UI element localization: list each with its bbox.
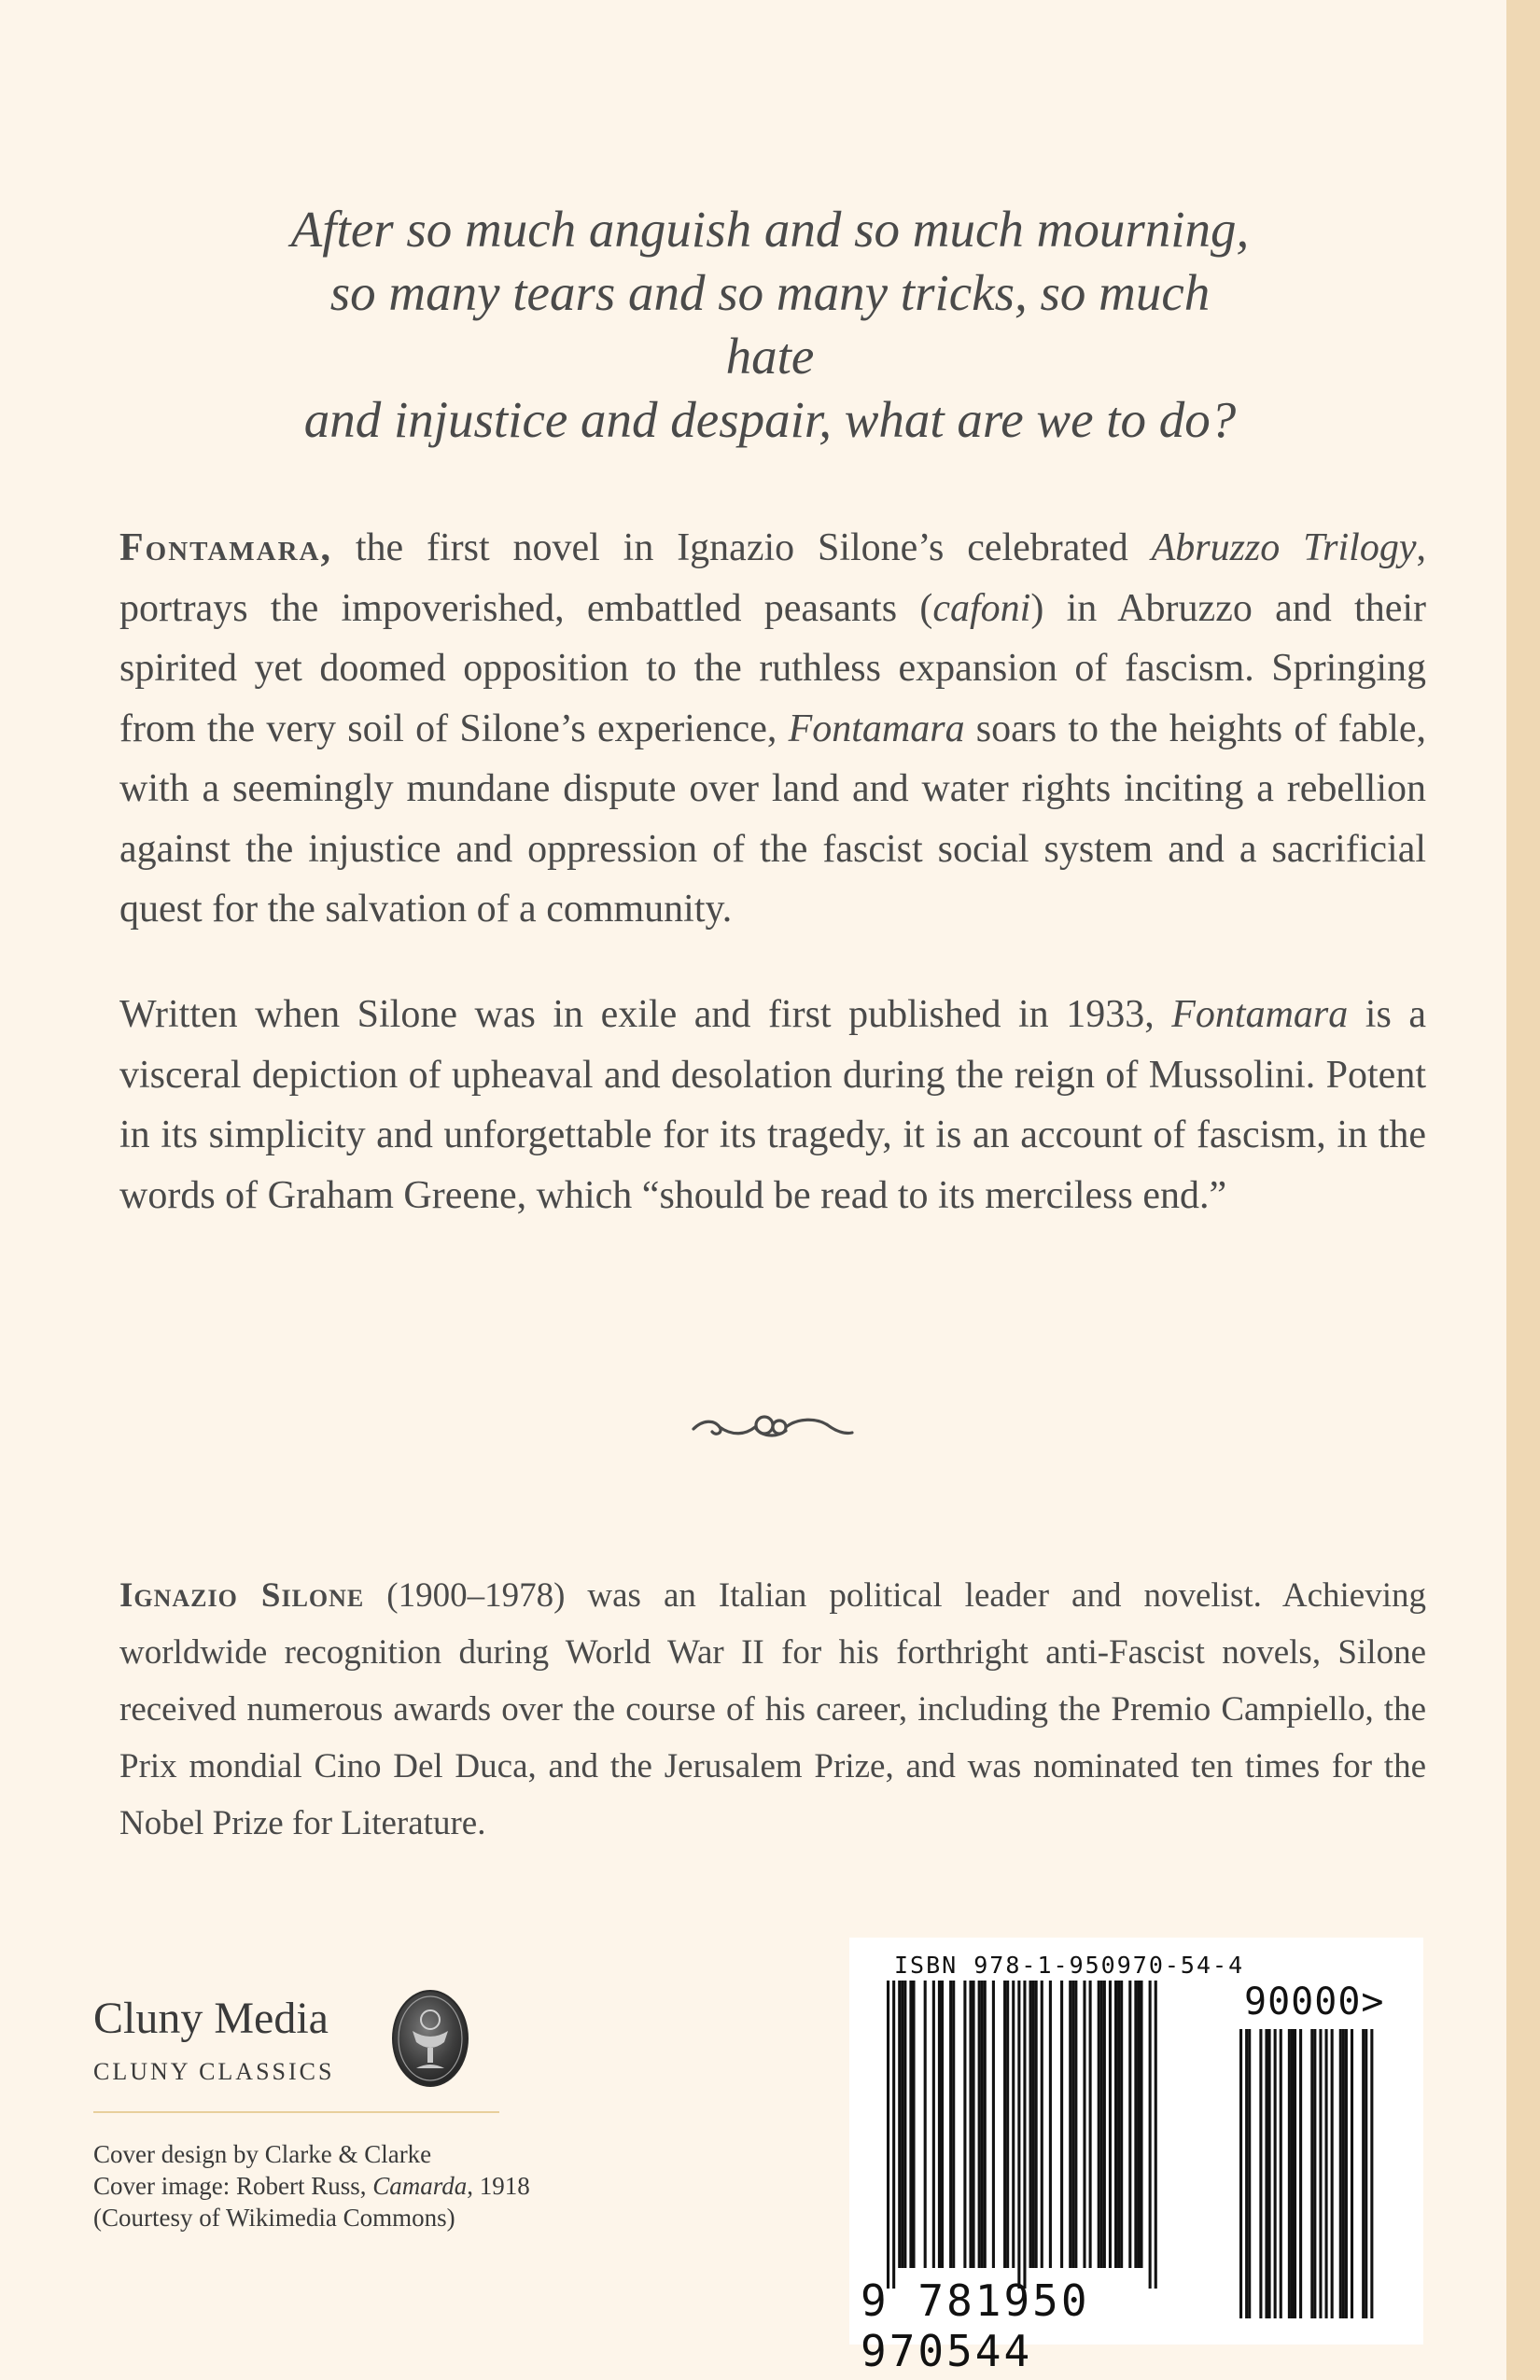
text-run: ) in Abruzzo and their spirited yet doomed opposition to the ruthless expansion of fascism. Springing from the very soil of Silone’s experience, [119,586,1426,750]
series-name: CLUNY CLASSICS [93,2058,335,2085]
barcode-panel [849,1938,1423,2376]
courtesy-credit: (Courtesy of Wikimedia Commons) [93,2204,455,2232]
text-run: , 1918 [467,2172,530,2200]
quote-line: so many tears and so many tricks, so much hate [329,264,1211,385]
cover-credits [93,2138,530,2233]
italic-run: Abruzzo Trilogy [1151,526,1417,569]
isbn-label: ISBN 978-1-950970-54-4 [894,1952,1245,1979]
italic-run: Fontamara [1171,993,1349,1036]
text-run: is a visceral depiction of upheaval and desolation during the reign of Mussolini. Potent in its simplicity and unforgettable for its tragedy, it is an account of fascism, in the words of Graham Greene, which “should be read to its merciless end.” [119,993,1427,1217]
text-run: Cover image: Robert Russ, [93,2172,373,2200]
quote-line: After so much anguish and so much mourning, [290,201,1250,258]
author-name-lead: Ignazio Silone [119,1576,365,1615]
epigraph-quote [280,198,1260,452]
title-lead: Fontamara, [119,526,332,569]
image-credit [93,2170,530,2202]
text-run: , portrays the impoverished, embattled peasants ( [119,526,1426,630]
text-run: soars to the heights of fable, with a seemingly mundane dispute over land and water rights inciting a rebellion against the injustice and oppression of the fascist social system and a sacrificial quest for the salvation of a community. [119,707,1427,931]
text-run: the first novel in Ignazio Silone’s celebrated [332,526,1152,569]
bio-text: (1900–1978) was an Italian political leader and novelist. Achieving worldwide recognition during World War II for his forthright anti-Fascist novels, Silone received numerous awards over the course of his career, including the Premio Campiello, the Prix mondial Cino Del Duca, and the Jerusalem Prize, and was nominated ten times for the Nobel Prize for Literature. [119,1576,1426,1842]
author-bio [119,1567,1426,1852]
flourish-ornament-icon [686,1405,859,1449]
chalice-seal-icon [390,1988,470,2089]
quote-line: and injustice and despair, what are we to do? [303,391,1237,448]
price-addon-label: 90000> [1244,1981,1385,2023]
text-run: Written when Silone was in exile and first published in 1933, [119,993,1172,1036]
design-credit: Cover design by Clarke & Clarke [93,2140,432,2168]
italic-run: Camarda [372,2172,468,2200]
italic-run: Fontamara [788,707,965,750]
description-paragraph-1 [119,518,1426,940]
publisher-name: Cluny Media [93,1994,329,2043]
spine-edge [1506,0,1540,2380]
description-paragraph-2 [119,985,1426,1225]
publisher-block [93,1993,334,2086]
ean-digits: 9 781950 970544 [861,2275,1090,2376]
publisher-divider [93,2111,499,2113]
italic-run: cafoni [932,586,1031,630]
